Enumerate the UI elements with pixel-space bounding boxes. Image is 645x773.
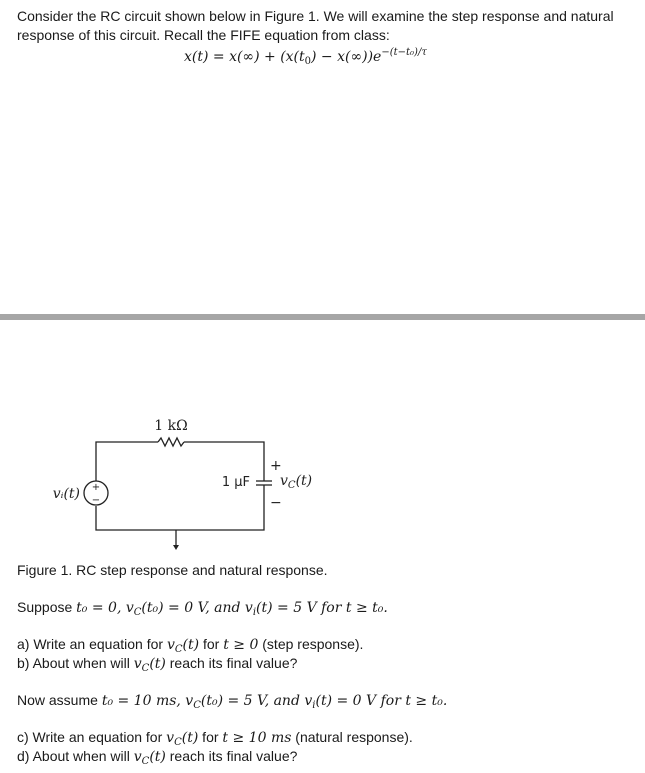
now-math-b: (t₀) = 5 V, and v (200, 693, 313, 709)
qa-sub: C (174, 644, 183, 655)
intro-line-1: Consider the RC circuit shown below in Figure 1. We will examine the step response and natural (17, 8, 614, 24)
suppose-text: Suppose (17, 599, 77, 615)
suppose-math-a: t₀ = 0, v (76, 600, 134, 616)
capacitor-label: 1 µF (221, 475, 250, 490)
qc-post: for (198, 729, 223, 745)
right-bottom-wire (176, 485, 264, 530)
now-text: Now assume (17, 692, 102, 708)
qa-tail: (step response). (258, 636, 364, 652)
qb-pre: b) About when will (17, 655, 134, 671)
ground-arrow (173, 545, 179, 550)
qc-cond: t ≥ 10 ms (222, 730, 292, 746)
qa-cond: t ≥ 0 (223, 637, 259, 653)
now-line (17, 691, 447, 715)
now-sub-i: i (312, 700, 316, 711)
section-divider (0, 314, 645, 320)
qb-sub: C (141, 663, 150, 674)
output-minus: − (270, 495, 282, 511)
output-voltage-label (280, 473, 312, 491)
left-bottom-wire (96, 506, 176, 530)
suppose-sub-c: C (133, 607, 142, 618)
qa-v: v (166, 637, 175, 653)
fife-lhs: x(t) = x(∞) + (x(t (184, 49, 305, 65)
fife-mid: ) − x(∞))e (311, 49, 382, 65)
output-arg: (t) (295, 473, 313, 489)
intro-line-2: response of this circuit. Recall the FIFE equation from class: (17, 27, 390, 43)
suppose-sub-i: i (252, 607, 257, 618)
fife-equation (184, 44, 427, 71)
resistor-label: 1 kΩ (154, 418, 188, 434)
suppose-math-c: (t) = 5 V for t ≥ t₀. (256, 600, 388, 616)
fife-exponent: −(t−t₀)/τ (381, 47, 427, 58)
output-plus: + (270, 458, 282, 474)
qd-arg: (t) (149, 749, 166, 765)
qd-v: v (133, 749, 142, 765)
qb-v: v (133, 656, 142, 672)
source-label: vᵢ(t) (52, 486, 80, 502)
qc-tail: (natural response). (291, 729, 413, 745)
qd-sub: C (141, 756, 150, 767)
qb-arg: (t) (149, 656, 166, 672)
question-b (17, 654, 297, 678)
qd-pre: d) About when will (17, 748, 134, 764)
source-plus: + (91, 482, 101, 493)
now-math-a: t₀ = 10 ms, v (101, 693, 194, 709)
qa-post: for (199, 636, 224, 652)
qc-v: v (166, 730, 175, 746)
source-minus: − (91, 495, 101, 506)
now-sub-c: C (193, 700, 201, 711)
now-math-c: (t) = 0 V for t ≥ t₀. (315, 693, 448, 709)
qa-arg: (t) (182, 637, 200, 653)
suppose-line (17, 598, 388, 622)
figure-caption: Figure 1. RC step response and natural response. (17, 562, 328, 578)
qc-arg: (t) (181, 730, 199, 746)
qd-post: reach its final value? (165, 748, 298, 764)
rc-circuit-diagram (0, 410, 360, 560)
top-left-wire (96, 442, 158, 481)
qa-pre: a) Write an equation for (17, 636, 167, 652)
suppose-math-b: (t₀) = 0 V, and v (141, 600, 253, 616)
qb-post: reach its final value? (165, 655, 298, 671)
qc-pre: c) Write an equation for (17, 729, 167, 745)
resistor-zigzag (158, 438, 184, 446)
output-sub: C (287, 480, 296, 491)
output-v: v (280, 473, 288, 489)
qc-sub: C (174, 737, 182, 748)
fife-sub: 0 (304, 56, 312, 67)
question-d (17, 747, 297, 771)
